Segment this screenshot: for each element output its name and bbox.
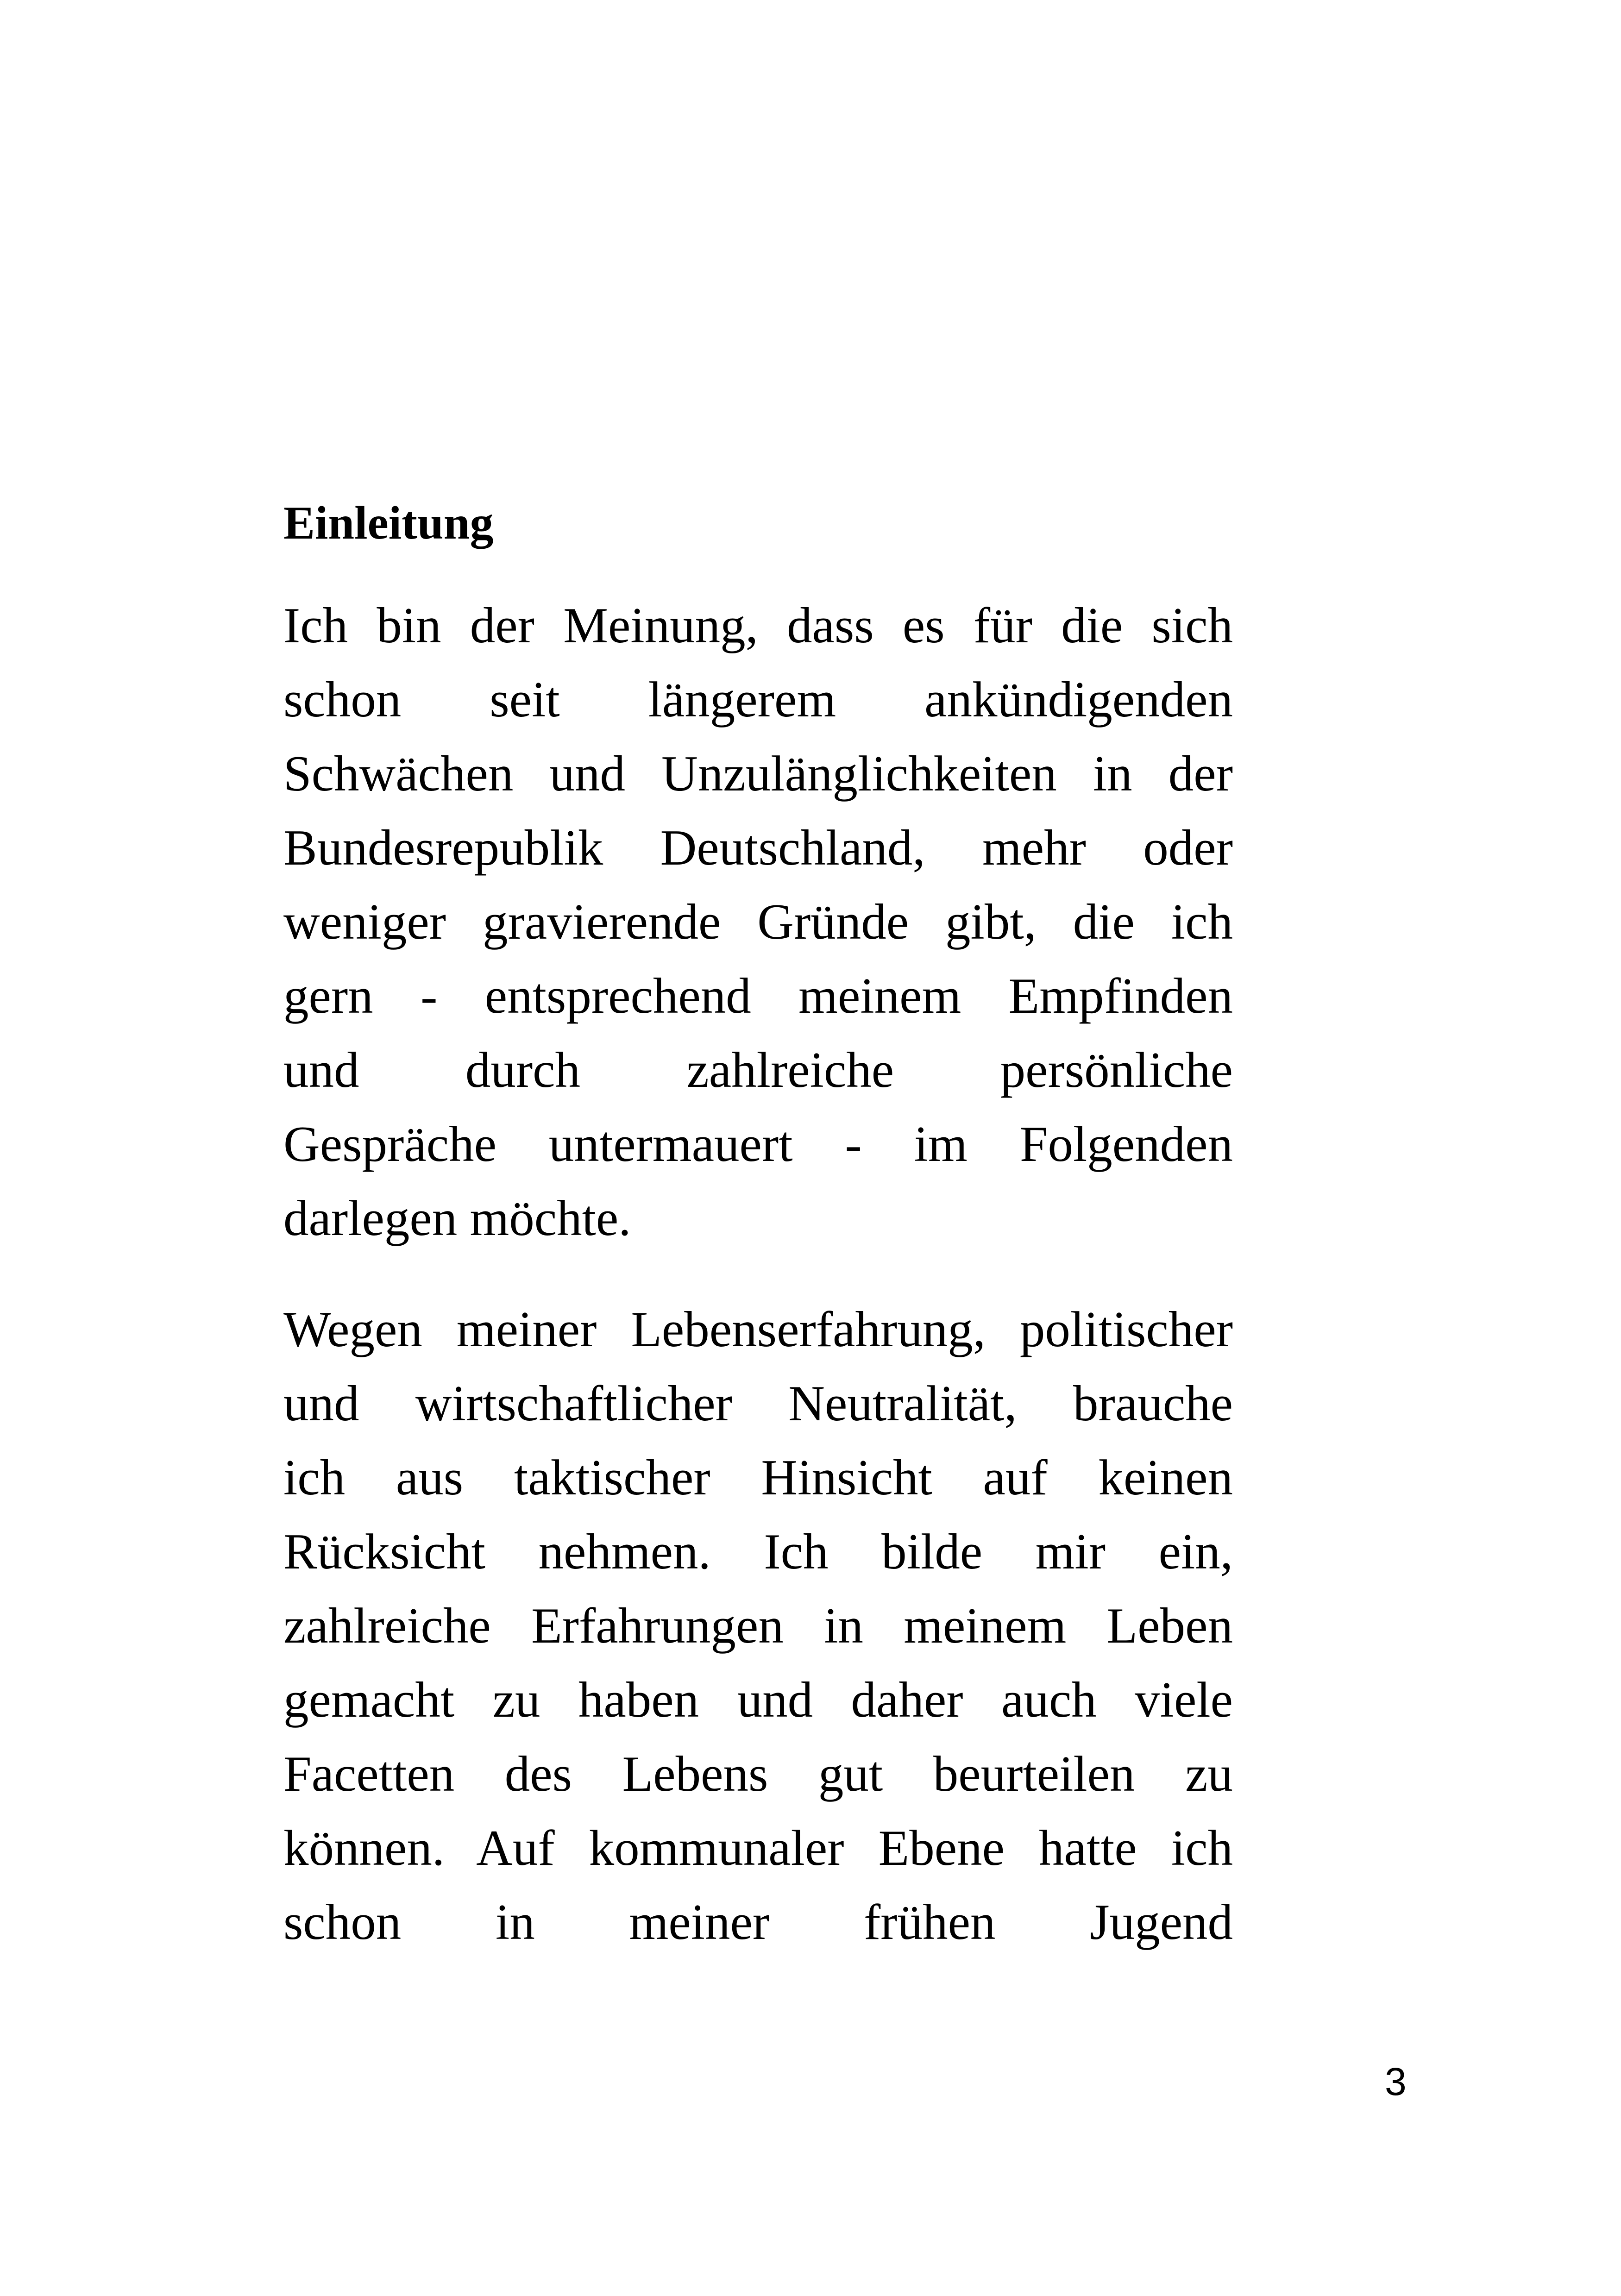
text-line: Gespräche untermauert - im Folgenden bbox=[283, 1116, 1233, 1172]
text-line: Bundesrepublik Deutschland, mehr oder bbox=[283, 820, 1233, 876]
body-text bbox=[283, 493, 1233, 1959]
text-line: schon seit längerem ankündigenden bbox=[283, 671, 1233, 728]
text-line: ich aus taktischer Hinsicht auf keinen bbox=[283, 1449, 1233, 1506]
text-line: Rücksicht nehmen. Ich bilde mir ein, bbox=[283, 1524, 1233, 1580]
chapter-heading: Einleitung bbox=[283, 497, 494, 549]
text-line: und wirtschaftlicher Neutralität, brauche bbox=[283, 1375, 1233, 1431]
text-line: gemacht zu haben und daher auch viele bbox=[283, 1672, 1233, 1728]
text-line: Ich bin der Meinung, dass es für die sich bbox=[283, 597, 1233, 653]
text-line: Wegen meiner Lebenserfahrung, politischer bbox=[283, 1301, 1233, 1357]
text-line: darlegen möchte. bbox=[283, 1190, 631, 1246]
text-line: schon in meiner frühen Jugend bbox=[283, 1894, 1233, 1950]
text-line: Facetten des Lebens gut beurteilen zu bbox=[283, 1746, 1233, 1802]
text-line: können. Auf kommunaler Ebene hatte ich bbox=[283, 1820, 1233, 1876]
page-number: 3 bbox=[1385, 2060, 1407, 2103]
text-line: und durch zahlreiche persönliche bbox=[283, 1042, 1233, 1098]
text-line: weniger gravierende Gründe gibt, die ich bbox=[283, 894, 1233, 950]
paragraph-2 bbox=[283, 1292, 1233, 1959]
text-line: gern - entsprechend meinem Empfinden bbox=[283, 968, 1233, 1024]
text-line: Schwächen und Unzulänglichkeiten in der bbox=[283, 746, 1233, 802]
paragraph-1 bbox=[283, 589, 1233, 1255]
text-line: zahlreiche Erfahrungen in meinem Leben bbox=[283, 1598, 1233, 1654]
